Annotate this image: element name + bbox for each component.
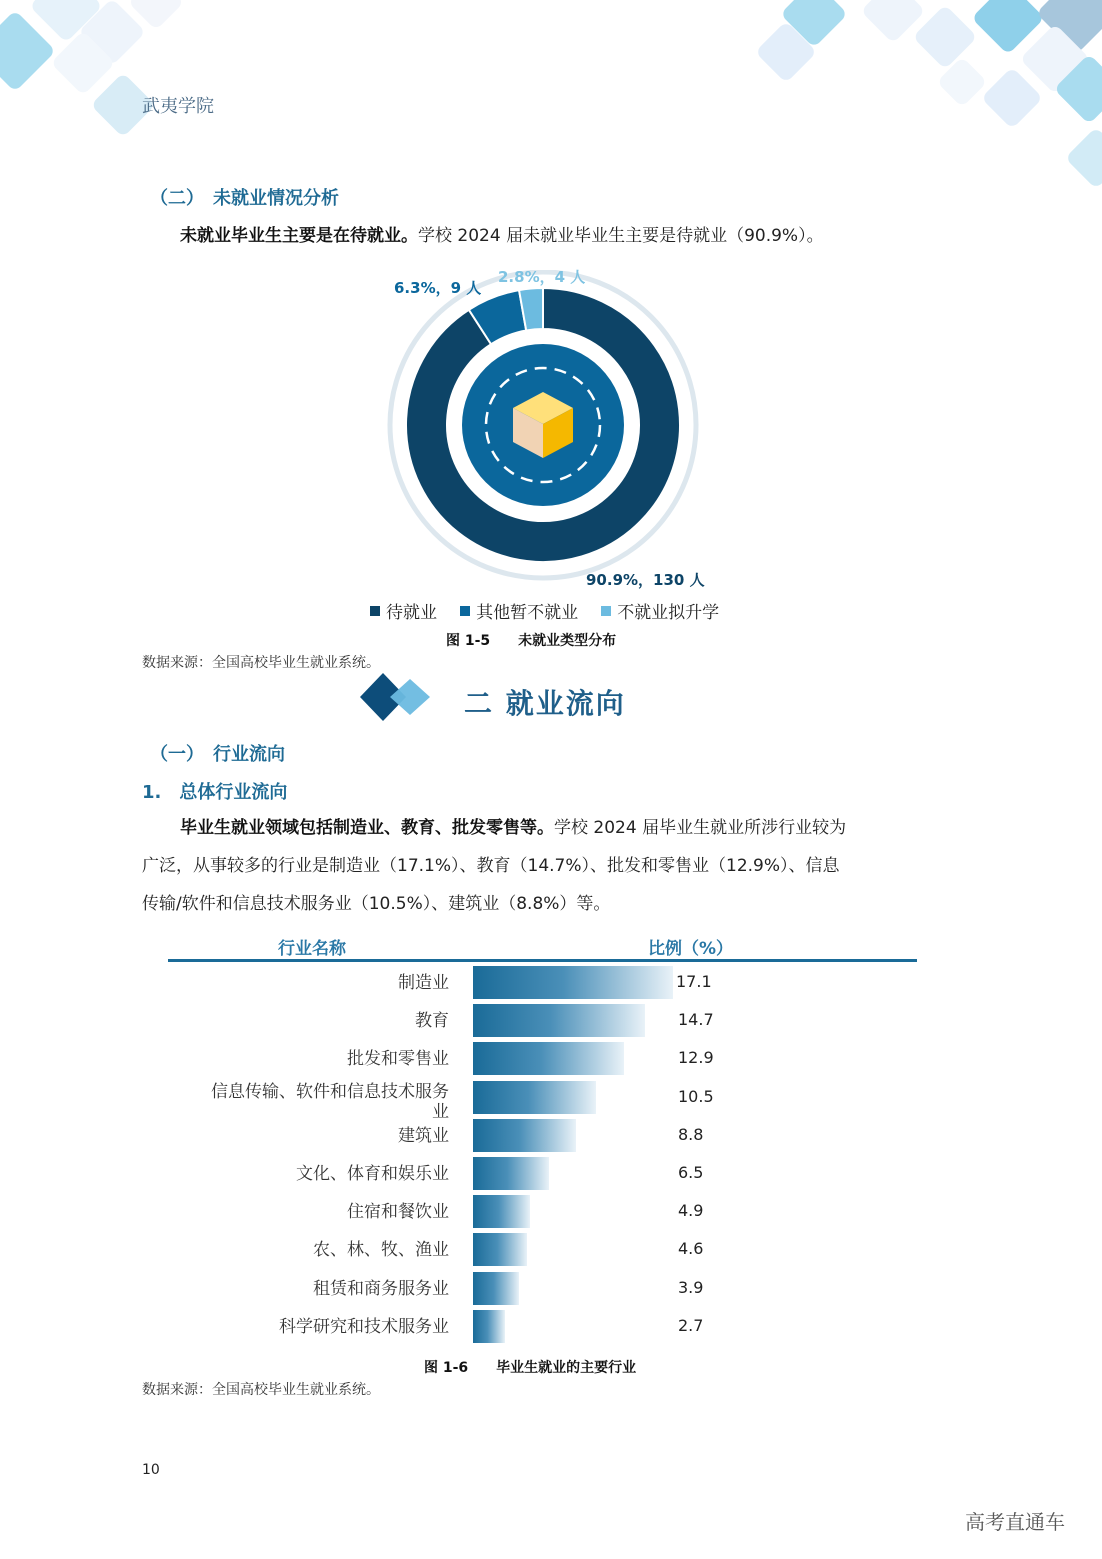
- bar-value-label: 4.9: [678, 1201, 704, 1221]
- table-header-industry-name: 行业名称: [278, 939, 346, 959]
- figure-1-5-caption: 图 1-5 未就业类型分布: [446, 633, 617, 649]
- sub-heading-industry-flow: （一） 行业流向: [150, 744, 285, 765]
- legend-label: 待就业: [386, 603, 437, 623]
- bar-category-label: 住宿和餐饮业: [347, 1202, 449, 1223]
- diamond-icon: [360, 671, 436, 723]
- figure-1-6-source: 数据来源：全国高校毕业生就业系统。: [142, 1382, 380, 1398]
- bar-category-label: 教育: [415, 1011, 449, 1032]
- bar-value-label: 14.7: [678, 1010, 714, 1030]
- section-heading-unemployed: （二） 未就业情况分析: [150, 188, 339, 209]
- bar-3: [473, 1042, 624, 1075]
- watermark-text: 高考直通车: [965, 1510, 1065, 1534]
- bar-4: [473, 1081, 596, 1114]
- bar-6: [473, 1157, 549, 1190]
- section-title-employment-flow: 二 就业流向: [464, 687, 626, 720]
- bar-7: [473, 1195, 530, 1228]
- paragraph-bold-lead: 毕业生就业领域包括制造业、教育、批发零售等。: [180, 818, 554, 838]
- paragraph-unemployed: [180, 217, 824, 255]
- bar-1: [473, 966, 673, 999]
- paragraph-industry-line2: 广泛，从事较多的行业是制造业（17.1%）、教育（14.7%）、批发和零售业（12.9%）、信息: [142, 856, 840, 876]
- paragraph-rest: 学校 2024 届未就业毕业生主要是待就业（90.9%）。: [418, 226, 824, 246]
- legend-item-qita: [460, 598, 578, 623]
- figure-1-5-source: 数据来源：全国高校毕业生就业系统。: [142, 655, 380, 671]
- bar-value-label: 17.1: [676, 972, 712, 991]
- bar-category-label: [211, 1082, 449, 1122]
- legend-swatch-daijiuye: [370, 606, 380, 616]
- bar-value-label: 3.9: [678, 1277, 704, 1297]
- paragraph-rest: 学校 2024 届毕业生就业所涉行业较为: [554, 818, 847, 838]
- unemployment-donut-chart: [380, 270, 710, 590]
- bar-category-label: 批发和零售业: [347, 1049, 449, 1070]
- bar-2: [473, 1004, 645, 1037]
- figure-1-6-caption: 图 1-6 毕业生就业的主要行业: [424, 1360, 637, 1376]
- bar-8: [473, 1233, 527, 1266]
- paragraph-industry-line3: 传输/软件和信息技术服务业（10.5%）、建筑业（8.8%）等。: [142, 894, 611, 914]
- bar-category-label: 租赁和商务服务业: [313, 1278, 449, 1299]
- bar-value-label: 8.8: [678, 1124, 704, 1144]
- paragraph-industry-line1: [180, 809, 846, 847]
- bar-value-label: 6.5: [678, 1163, 704, 1182]
- bar-9: [473, 1272, 519, 1305]
- legend-swatch-buji: [601, 606, 611, 616]
- paragraph-bold-lead: 未就业毕业生主要是在待就业。: [180, 226, 418, 246]
- legend-item-daijiuye: [370, 598, 437, 623]
- bar-value-label: 2.7: [678, 1315, 704, 1335]
- bar-value-label: 12.9: [678, 1048, 714, 1068]
- bar-value-label: 10.5: [678, 1086, 714, 1106]
- bar-category-label: 建筑业: [398, 1125, 449, 1146]
- bar-category-label: 文化、体育和娱乐业: [296, 1164, 449, 1184]
- bar-category-label: 制造业: [398, 973, 449, 993]
- bar-category-label: 科学研究和技术服务业: [279, 1316, 449, 1337]
- legend-swatch-qita: [460, 606, 470, 616]
- bar-10: [473, 1310, 505, 1343]
- bar-value-label: 4.6: [678, 1239, 704, 1259]
- pie-legend: [370, 598, 737, 623]
- bar-5: [473, 1119, 576, 1152]
- item-heading-overall-industry: 1. 总体行业流向: [142, 782, 288, 803]
- table-header-ratio: 比例（%）: [648, 939, 734, 959]
- bar-category-label: 农、林、牧、渔业: [313, 1240, 449, 1261]
- table-header-rule: [168, 959, 917, 962]
- pie-label-qita: 6.3%，9 人: [394, 279, 482, 297]
- pie-label-daijiuye: 90.9%，130 人: [586, 571, 705, 589]
- legend-label: 其他暂不就业: [476, 603, 579, 623]
- bar-category-label-line2: 业: [432, 1101, 449, 1122]
- bar-category-label-line1: 信息传输、软件和信息技术服务: [211, 1081, 449, 1102]
- legend-label: 不就业拟升学: [617, 603, 720, 623]
- pie-label-buji: 2.8%，4 人: [498, 268, 586, 286]
- legend-item-buji: [601, 598, 719, 623]
- header-school-name: 武夷学院: [142, 96, 214, 117]
- page-number: 10: [142, 1462, 160, 1478]
